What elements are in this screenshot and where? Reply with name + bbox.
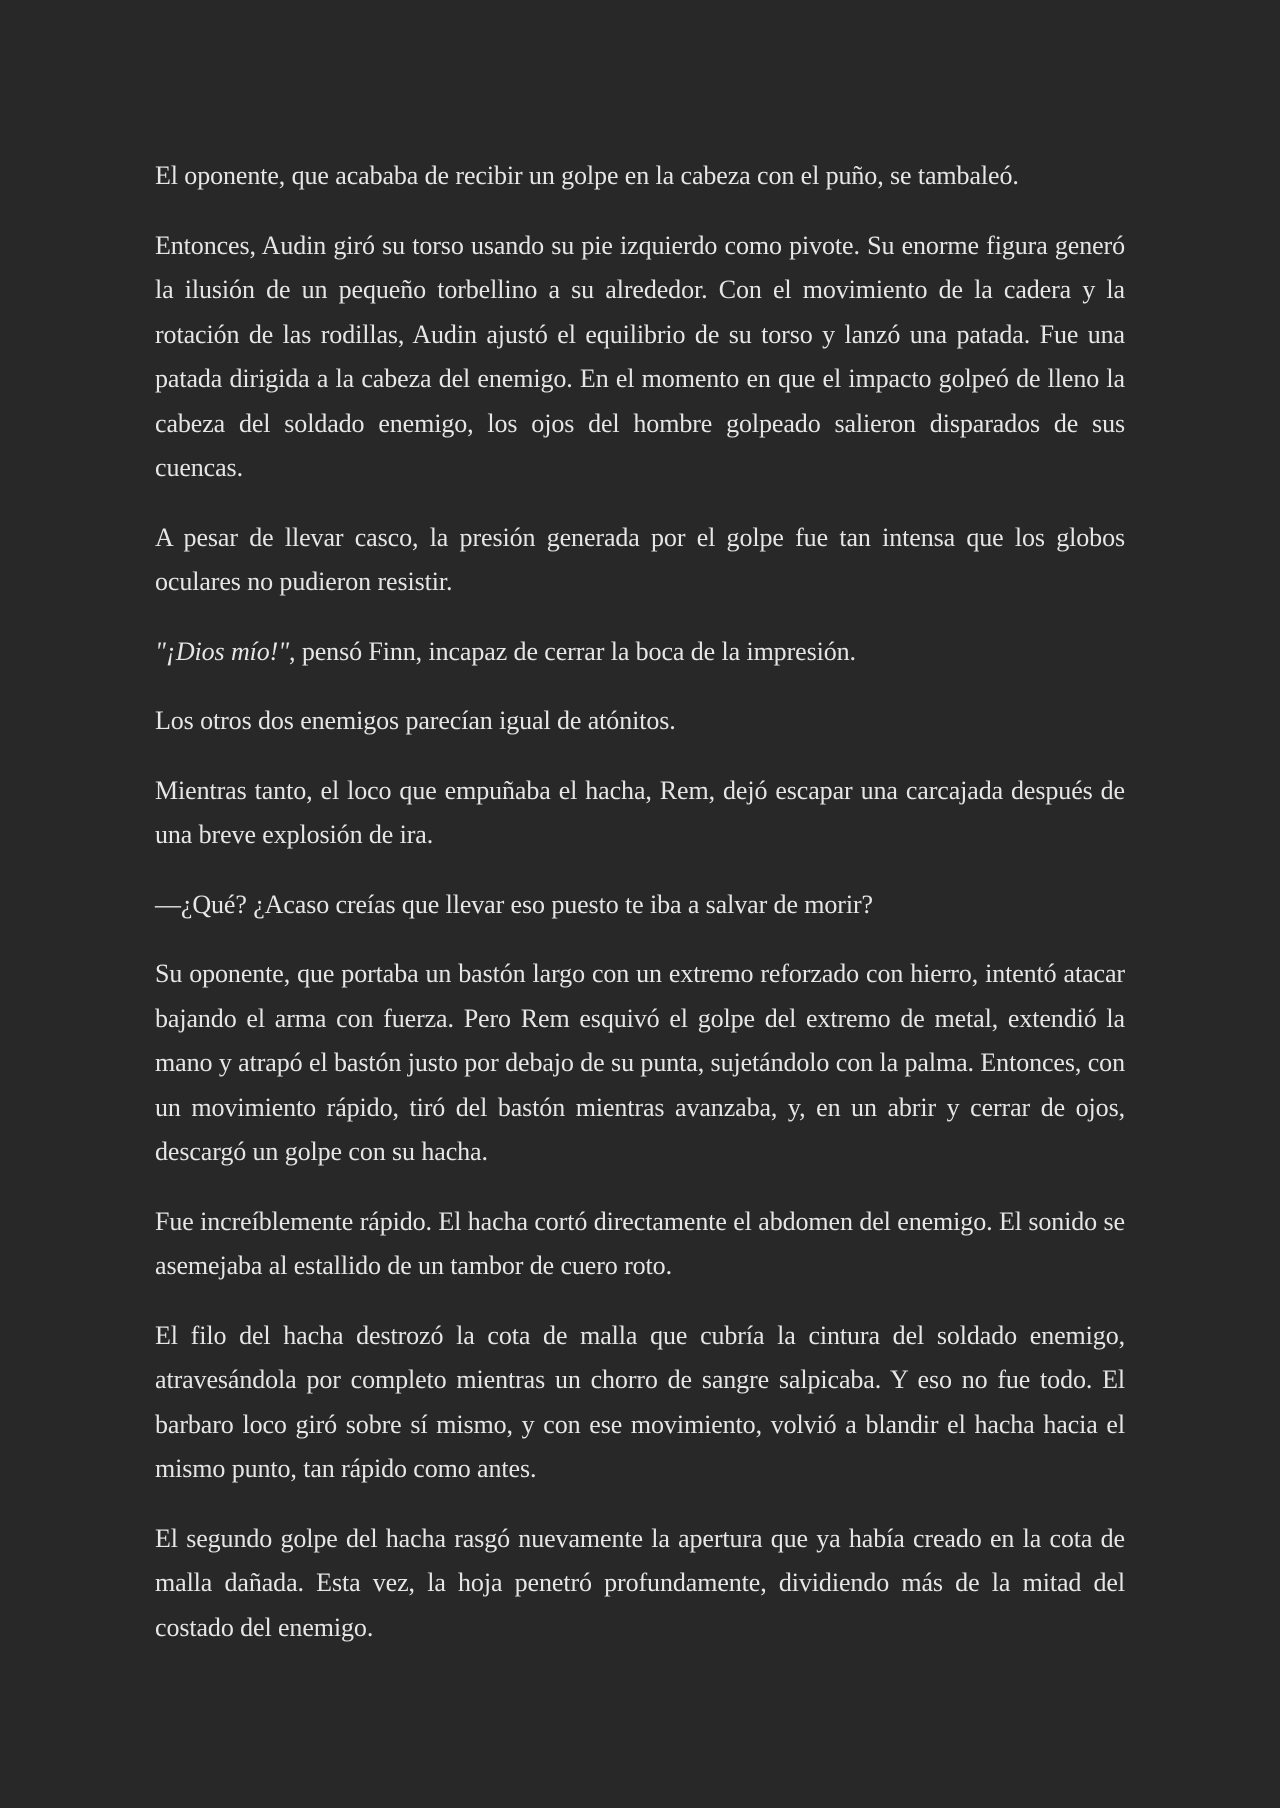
paragraph-6: Mientras tanto, el loco que empuñaba el hacha, Rem, dejó escapar una carcajada después de una breve explosión de ira. <box>155 775 1125 849</box>
paragraph-4 <box>155 630 1125 675</box>
chapter-text <box>155 154 1125 1650</box>
paragraph-1: El oponente, que acababa de recibir un golpe en la cabeza con el puño, se tambaleó. <box>155 161 1019 190</box>
paragraph-2: Entonces, Audin giró su torso usando su pie izquierdo como pivote. Su enorme figura generó la ilusión de un pequeño torbellino a su alrededor. Con el movimiento de la cadera y la rotación de las rodillas, Audin ajustó el equilibrio de su torso y lanzó una patada. Fue una patada dirigida a la cabeza del enemigo. En el momento en que el impacto golpeó de lleno la cabeza del soldado enemigo, los ojos del hombre golpeado salieron disparados de sus cuencas. <box>155 230 1125 482</box>
thought-text: "¡Dios mío!" <box>155 636 290 666</box>
paragraph-4-rest: , pensó Finn, incapaz de cerrar la boca de la impresión. <box>289 636 856 666</box>
paragraph-9: Fue increíblemente rápido. El hacha cortó directamente el abdomen del enemigo. El sonido se asemejaba al estallido de un tambor de cuero roto. <box>155 1206 1125 1280</box>
paragraph-10: El filo del hacha destrozó la cota de malla que cubría la cintura del soldado enemigo, atravesándola por completo mientras un chorro de sangre salpicaba. Y eso no fue todo. El barbaro loco giró sobre sí mismo, y con ese movimiento, volvió a blandir el hacha hacia el mismo punto, tan rápido como antes. <box>155 1320 1125 1483</box>
paragraph-7-dialogue: —¿Qué? ¿Acaso creías que llevar eso puesto te iba a salvar de morir? <box>155 889 873 919</box>
paragraph-8: Su oponente, que portaba un bastón largo con un extremo reforzado con hierro, intentó atacar bajando el arma con fuerza. Pero Rem esquivó el golpe del extremo de metal, extendió la mano y atrapó el bastón justo por debajo de su punta, sujetándolo con la palma. Entonces, con un movimiento rápido, tiró del bastón mientras avanzaba, y, en un abrir y cerrar de ojos, descargó un golpe con su hacha. <box>155 959 1125 1166</box>
paragraph-3: A pesar de llevar casco, la presión generada por el golpe fue tan intensa que los globos oculares no pudieron resistir. <box>155 522 1125 596</box>
paragraph-11: El segundo golpe del hacha rasgó nuevamente la apertura que ya había creado en la cota de malla dañada. Esta vez, la hoja penetró profundamente, dividiendo más de la mitad del costado del enemigo. <box>155 1523 1125 1642</box>
paragraph-5: Los otros dos enemigos parecían igual de atónitos. <box>155 706 676 735</box>
